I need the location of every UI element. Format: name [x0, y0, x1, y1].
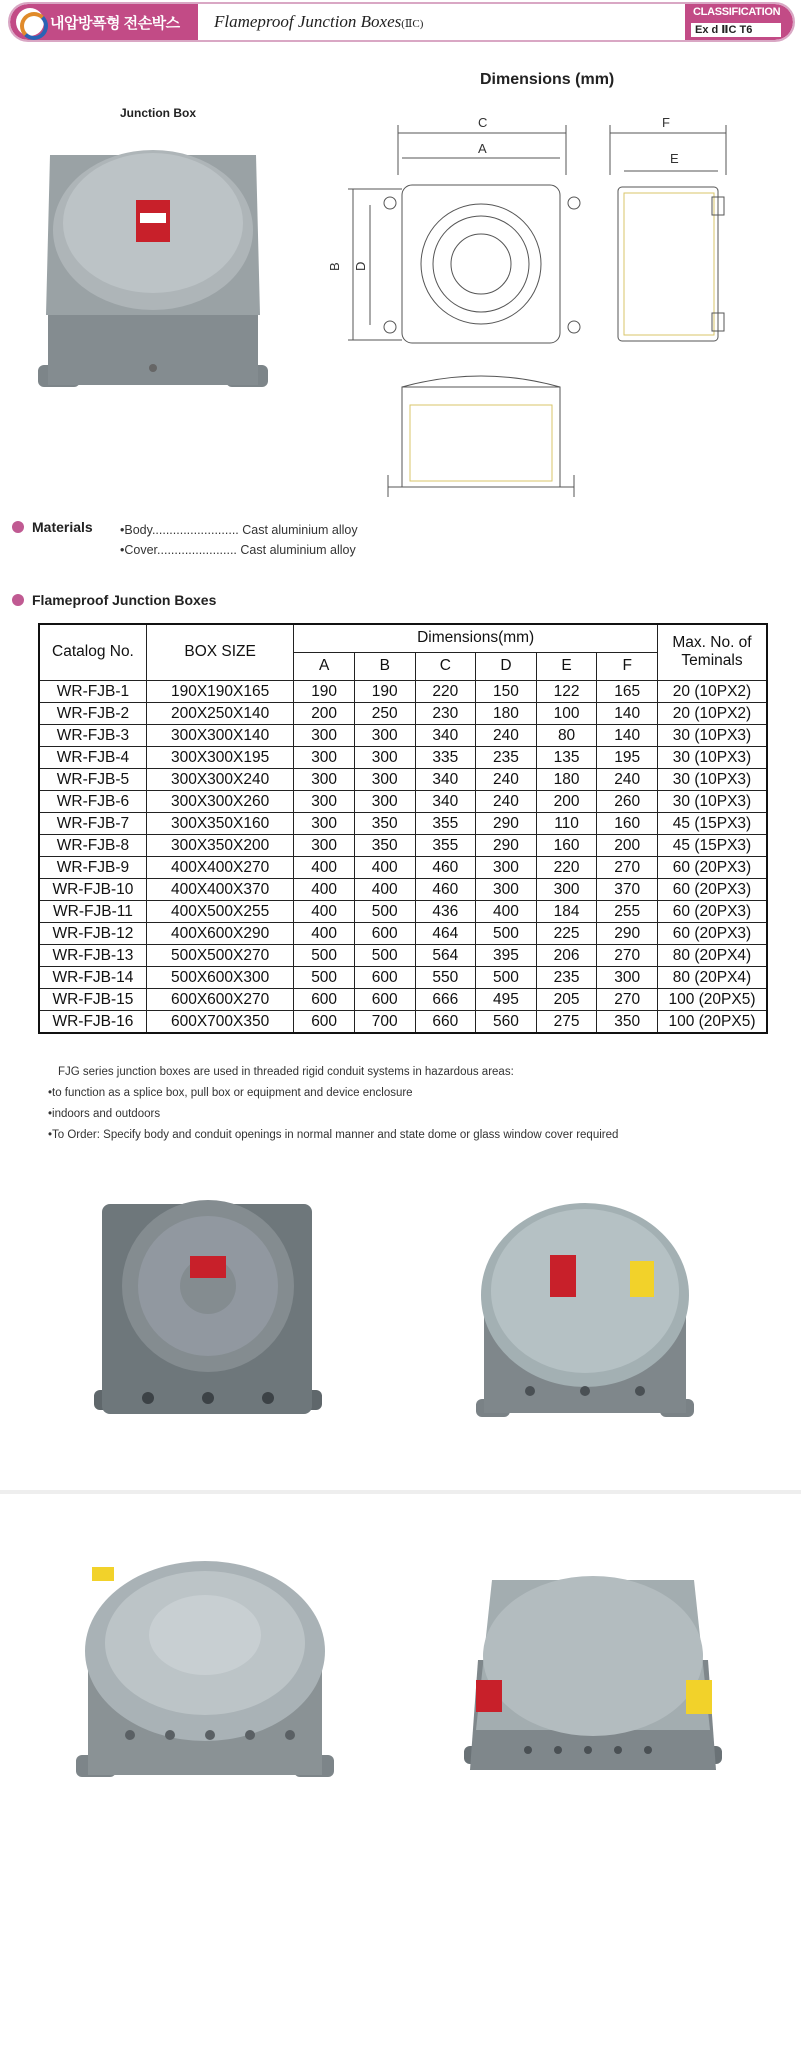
cell-box-size: 600X700X350: [146, 1010, 293, 1033]
cell-b: 400: [354, 878, 415, 900]
cell-f: 140: [597, 724, 658, 746]
cell-c: 335: [415, 746, 476, 768]
page-title: [214, 12, 423, 32]
cell-b: 600: [354, 966, 415, 988]
cell-catalog: WR-FJB-13: [39, 944, 146, 966]
dim-label-c: C: [478, 115, 488, 130]
cell-b: 300: [354, 746, 415, 768]
cell-a: 300: [294, 790, 355, 812]
cell-f: 300: [597, 966, 658, 988]
cell-terminals: 30 (10PX3): [657, 724, 767, 746]
table-row: [39, 746, 767, 768]
note-item: •indoors and outdoors: [48, 1108, 161, 1120]
cell-f: 200: [597, 834, 658, 856]
cell-e: 184: [536, 900, 597, 922]
bullet-icon: [12, 594, 24, 606]
cell-catalog: WR-FJB-16: [39, 1010, 146, 1033]
cell-a: 600: [294, 1010, 355, 1033]
cell-box-size: 200X250X140: [146, 702, 293, 724]
cell-e: 220: [536, 856, 597, 878]
cell-terminals: 60 (20PX3): [657, 900, 767, 922]
cell-catalog: WR-FJB-4: [39, 746, 146, 768]
cell-catalog: WR-FJB-1: [39, 680, 146, 702]
brand-badge: [10, 4, 198, 40]
cell-terminals: 80 (20PX4): [657, 966, 767, 988]
table-row: [39, 944, 767, 966]
cell-terminals: 45 (15PX3): [657, 834, 767, 856]
cell-terminals: 45 (15PX3): [657, 812, 767, 834]
cell-f: 370: [597, 878, 658, 900]
material-row: [120, 540, 358, 560]
cell-d: 395: [476, 944, 537, 966]
cell-box-size: 400X600X290: [146, 922, 293, 944]
classification-value: Ex d ⅡC T6: [691, 23, 781, 37]
table-row: [39, 966, 767, 988]
cell-catalog: WR-FJB-10: [39, 878, 146, 900]
product-photo-1: [88, 1190, 328, 1440]
table-heading-text: Flameproof Junction Boxes: [32, 592, 217, 608]
cell-b: 300: [354, 790, 415, 812]
cell-d: 300: [476, 856, 537, 878]
cell-d: 495: [476, 988, 537, 1010]
dim-label-d: D: [353, 261, 368, 271]
cell-e: 225: [536, 922, 597, 944]
cell-d: 180: [476, 702, 537, 724]
cell-c: 340: [415, 724, 476, 746]
dim-label-a: A: [478, 141, 487, 156]
cell-b: 600: [354, 922, 415, 944]
cell-e: 206: [536, 944, 597, 966]
cell-d: 290: [476, 812, 537, 834]
cell-e: 122: [536, 680, 597, 702]
cell-d: 400: [476, 900, 537, 922]
cell-a: 200: [294, 702, 355, 724]
cell-f: 240: [597, 768, 658, 790]
cell-c: 564: [415, 944, 476, 966]
cell-f: 270: [597, 856, 658, 878]
cell-d: 150: [476, 680, 537, 702]
cell-a: 500: [294, 944, 355, 966]
cell-b: 350: [354, 812, 415, 834]
cell-c: 666: [415, 988, 476, 1010]
note-intro: FJG series junction boxes are used in threaded rigid conduit systems in hazardous areas:: [58, 1066, 514, 1078]
cell-terminals: 30 (10PX3): [657, 768, 767, 790]
cell-catalog: WR-FJB-7: [39, 812, 146, 834]
table-row: [39, 724, 767, 746]
cell-box-size: 300X300X260: [146, 790, 293, 812]
cell-catalog: WR-FJB-5: [39, 768, 146, 790]
dim-label-e: E: [670, 151, 679, 166]
product-photo-4: [458, 1560, 728, 1800]
junction-box-photo: [28, 125, 278, 415]
cell-catalog: WR-FJB-11: [39, 900, 146, 922]
cell-a: 300: [294, 724, 355, 746]
cell-a: 400: [294, 856, 355, 878]
cell-terminals: 30 (10PX3): [657, 790, 767, 812]
cell-e: 100: [536, 702, 597, 724]
cell-d: 235: [476, 746, 537, 768]
cell-d: 290: [476, 834, 537, 856]
materials-heading: [12, 519, 93, 535]
cell-box-size: 300X300X240: [146, 768, 293, 790]
classification-badge: [685, 4, 793, 40]
cell-b: 600: [354, 988, 415, 1010]
material-part: •Body.........................: [120, 523, 239, 537]
cell-f: 140: [597, 702, 658, 724]
cell-c: 464: [415, 922, 476, 944]
cell-b: 250: [354, 702, 415, 724]
cell-b: 300: [354, 724, 415, 746]
header-d: D: [476, 652, 537, 680]
cell-catalog: WR-FJB-8: [39, 834, 146, 856]
bullet-icon: [12, 521, 24, 533]
page-title-text: Flameproof Junction Boxes: [214, 12, 402, 31]
table-row: [39, 768, 767, 790]
cell-f: 165: [597, 680, 658, 702]
dimension-diagram: [318, 115, 738, 505]
section-divider: [0, 1490, 801, 1494]
cell-box-size: 400X400X370: [146, 878, 293, 900]
cell-e: 135: [536, 746, 597, 768]
cell-f: 260: [597, 790, 658, 812]
cell-b: 300: [354, 768, 415, 790]
header-b: B: [354, 652, 415, 680]
material-value: Cast aluminium alloy: [242, 523, 358, 537]
cell-d: 240: [476, 768, 537, 790]
spec-table: [38, 623, 768, 1034]
cell-catalog: WR-FJB-3: [39, 724, 146, 746]
cell-catalog: WR-FJB-15: [39, 988, 146, 1010]
table-row: [39, 702, 767, 724]
cell-c: 460: [415, 878, 476, 900]
table-row: [39, 1010, 767, 1033]
cell-e: 80: [536, 724, 597, 746]
header-c: C: [415, 652, 476, 680]
cell-box-size: 500X600X300: [146, 966, 293, 988]
header-catalog: Catalog No.: [39, 624, 146, 680]
cell-a: 500: [294, 966, 355, 988]
header-a: A: [294, 652, 355, 680]
table-row: [39, 988, 767, 1010]
cell-a: 300: [294, 812, 355, 834]
cell-box-size: 400X400X270: [146, 856, 293, 878]
cell-e: 235: [536, 966, 597, 988]
spec-table-body: [39, 680, 767, 1033]
cell-terminals: 100 (20PX5): [657, 988, 767, 1010]
cell-box-size: 300X300X195: [146, 746, 293, 768]
cell-b: 400: [354, 856, 415, 878]
cell-b: 500: [354, 944, 415, 966]
cell-b: 350: [354, 834, 415, 856]
product-photo-2: [470, 1195, 700, 1440]
notes: [48, 1062, 618, 1146]
cell-terminals: 80 (20PX4): [657, 944, 767, 966]
dim-label-b: B: [327, 262, 342, 271]
cell-box-size: 600X600X270: [146, 988, 293, 1010]
cell-f: 290: [597, 922, 658, 944]
cell-terminals: 20 (10PX2): [657, 680, 767, 702]
classification-label: CLASSIFICATION: [693, 6, 781, 18]
korean-title: 내압방폭형 전손박스: [50, 14, 180, 32]
company-logo-icon: [16, 8, 44, 36]
cell-c: 460: [415, 856, 476, 878]
cell-terminals: 60 (20PX3): [657, 878, 767, 900]
dimensions-title: Dimensions (mm): [480, 71, 615, 88]
header-e: E: [536, 652, 597, 680]
cell-c: 436: [415, 900, 476, 922]
material-row: [120, 520, 358, 540]
cell-a: 300: [294, 834, 355, 856]
page-header: [8, 2, 795, 42]
header-dimensions: Dimensions(mm): [294, 624, 658, 652]
cell-f: 270: [597, 988, 658, 1010]
page-title-suffix: (ⅡC): [401, 18, 424, 30]
cell-b: 500: [354, 900, 415, 922]
product-photo-3: [70, 1555, 340, 1815]
materials-list: [120, 520, 358, 560]
dim-label-f: F: [662, 115, 670, 130]
cell-e: 160: [536, 834, 597, 856]
cell-a: 300: [294, 746, 355, 768]
cell-d: 500: [476, 966, 537, 988]
table-row: [39, 878, 767, 900]
cell-d: 240: [476, 790, 537, 812]
table-heading: [12, 592, 216, 608]
cell-box-size: 300X350X160: [146, 812, 293, 834]
cell-c: 220: [415, 680, 476, 702]
cell-b: 700: [354, 1010, 415, 1033]
cell-e: 200: [536, 790, 597, 812]
cell-f: 160: [597, 812, 658, 834]
cell-a: 300: [294, 768, 355, 790]
cell-f: 255: [597, 900, 658, 922]
cell-b: 190: [354, 680, 415, 702]
material-value: Cast aluminium alloy: [240, 543, 356, 557]
header-box-size: BOX SIZE: [146, 624, 293, 680]
cell-e: 205: [536, 988, 597, 1010]
cell-terminals: 60 (20PX3): [657, 856, 767, 878]
header-f: F: [597, 652, 658, 680]
cell-catalog: WR-FJB-2: [39, 702, 146, 724]
cell-catalog: WR-FJB-6: [39, 790, 146, 812]
cell-terminals: 60 (20PX3): [657, 922, 767, 944]
cell-a: 400: [294, 922, 355, 944]
table-row: [39, 900, 767, 922]
cell-f: 350: [597, 1010, 658, 1033]
cell-e: 110: [536, 812, 597, 834]
header-terminals: Max. No. of Teminals: [657, 624, 767, 680]
photo-caption: Junction Box: [120, 106, 197, 120]
table-row: [39, 834, 767, 856]
cell-catalog: WR-FJB-9: [39, 856, 146, 878]
note-item: •to function as a splice box, pull box or equipment and device enclosure: [48, 1087, 413, 1099]
cell-d: 300: [476, 878, 537, 900]
cell-terminals: 100 (20PX5): [657, 1010, 767, 1033]
cell-a: 600: [294, 988, 355, 1010]
cell-a: 190: [294, 680, 355, 702]
cell-c: 355: [415, 812, 476, 834]
cell-c: 340: [415, 768, 476, 790]
materials-heading-text: Materials: [32, 519, 93, 535]
cell-catalog: WR-FJB-12: [39, 922, 146, 944]
cell-e: 180: [536, 768, 597, 790]
cell-c: 660: [415, 1010, 476, 1033]
cell-f: 195: [597, 746, 658, 768]
cell-box-size: 300X350X200: [146, 834, 293, 856]
cell-box-size: 400X500X255: [146, 900, 293, 922]
table-row: [39, 922, 767, 944]
cell-d: 240: [476, 724, 537, 746]
cell-c: 230: [415, 702, 476, 724]
cell-d: 560: [476, 1010, 537, 1033]
cell-d: 500: [476, 922, 537, 944]
table-row: [39, 680, 767, 702]
cell-box-size: 500X500X270: [146, 944, 293, 966]
table-row: [39, 790, 767, 812]
cell-box-size: 190X190X165: [146, 680, 293, 702]
table-row: [39, 812, 767, 834]
material-part: •Cover.......................: [120, 543, 237, 557]
cell-a: 400: [294, 900, 355, 922]
cell-e: 300: [536, 878, 597, 900]
cell-a: 400: [294, 878, 355, 900]
cell-box-size: 300X300X140: [146, 724, 293, 746]
cell-catalog: WR-FJB-14: [39, 966, 146, 988]
cell-terminals: 30 (10PX3): [657, 746, 767, 768]
cell-c: 340: [415, 790, 476, 812]
cell-c: 550: [415, 966, 476, 988]
cell-f: 270: [597, 944, 658, 966]
note-item: •To Order: Specify body and conduit openings in normal manner and state dome or glass window cover required: [48, 1129, 619, 1141]
cell-terminals: 20 (10PX2): [657, 702, 767, 724]
table-row: [39, 856, 767, 878]
cell-e: 275: [536, 1010, 597, 1033]
cell-c: 355: [415, 834, 476, 856]
